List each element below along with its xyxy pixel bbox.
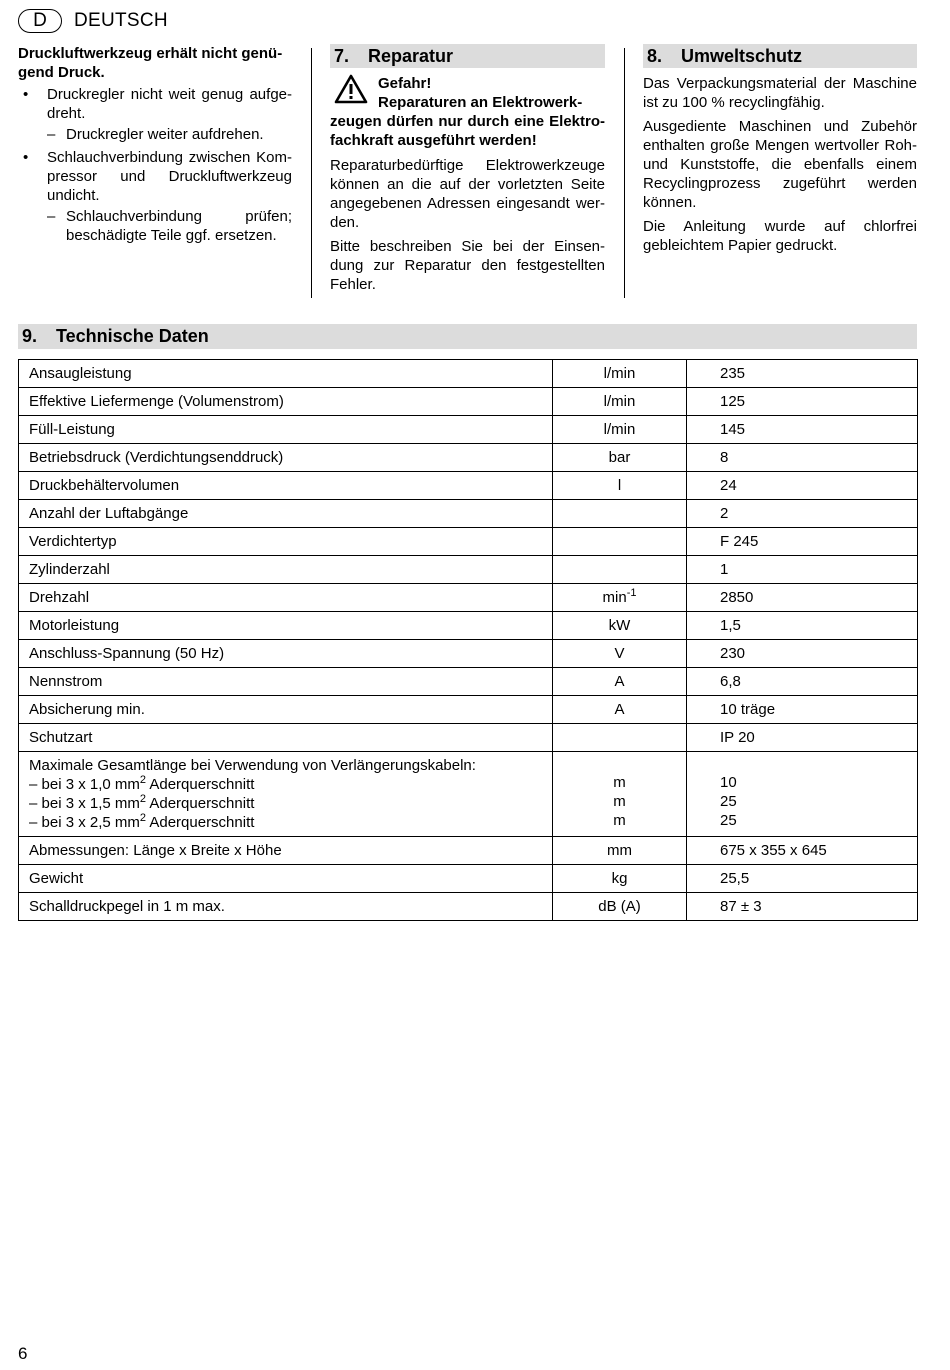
repair-heading-number: 7. [334, 45, 350, 66]
spec-value: 1 [687, 556, 918, 584]
cable-line-suffix: Aderquerschnitt [146, 776, 255, 793]
trouble-item [18, 85, 292, 144]
repair-paragraph-1: Reparaturbedürftige Elektrowerkzeuge können an die auf der vorletzten Seite angegebenen Adressen eingesandt wer-den. [330, 157, 605, 231]
trouble-item [18, 148, 292, 245]
spec-unit: V [553, 640, 687, 668]
table-row [19, 724, 918, 752]
trouble-title-line-2: gend Druck. [18, 64, 105, 81]
spec-name: Verdichtertyp [19, 528, 553, 556]
table-row [19, 668, 918, 696]
cable-line [29, 775, 552, 794]
cable-spec-units [553, 752, 687, 837]
language-header [18, 8, 168, 34]
repair-warning [330, 74, 605, 150]
cable-line-prefix: – bei 3 x 2,5 mm [29, 814, 140, 831]
cable-line-suffix: Aderquerschnitt [146, 814, 255, 831]
trouble-cause: Schlauchverbindung zwischen Kom-pressor und Druckluftwerkzeug undicht. [47, 149, 292, 204]
environment-paragraph-2: Ausgediente Maschinen und Zubehör enthalten große Mengen wertvoller Roh- und Kunststoffe, die ebenfalls einem Recyclingprozess zugeführt werden können. [643, 118, 917, 211]
spec-value: 24 [687, 472, 918, 500]
trouble-remedy-text: Schlauchverbindung prüfen; beschädigte Teile ggf. ersetzen. [66, 208, 292, 244]
spec-name: Zylinderzahl [19, 556, 553, 584]
environment-paragraph-3: Die Anleitung wurde auf chlorfrei gebleichtem Papier gedruckt. [643, 218, 917, 254]
environment-heading [643, 44, 917, 68]
spec-value: 1,5 [687, 612, 918, 640]
table-row [19, 472, 918, 500]
spec-value: 235 [687, 360, 918, 388]
spec-unit: mm [553, 837, 687, 865]
spec-unit: bar [553, 444, 687, 472]
spec-unit: dB (A) [553, 893, 687, 921]
trouble-remedy-text: Druckregler weiter aufdrehen. [66, 126, 264, 143]
spec-name: Effektive Liefermenge (Volumenstrom) [19, 388, 553, 416]
spec-value: 25 [720, 793, 737, 810]
spec-unit [553, 528, 687, 556]
cable-line-suffix: Aderquerschnitt [146, 795, 255, 812]
spec-unit [553, 500, 687, 528]
spec-unit: kW [553, 612, 687, 640]
spec-unit [553, 724, 687, 752]
repair-paragraph-2: Bitte beschreiben Sie bei der Einsen-dung zur Reparatur den festgestellten Fehler. [330, 238, 605, 293]
spec-unit: m [613, 812, 626, 829]
spec-name: Nennstrom [19, 668, 553, 696]
cable-line-exponent: 2 [139, 793, 147, 805]
table-row [19, 696, 918, 724]
trouble-title-line-1: Druckluftwerkzeug erhält nicht genü- [18, 45, 283, 62]
spec-name: Schalldruckpegel in 1 m max. [19, 893, 553, 921]
column-divider [311, 48, 312, 298]
spec-value: 6,8 [687, 668, 918, 696]
spec-value: 125 [687, 388, 918, 416]
table-row [19, 584, 918, 612]
spec-value: IP 20 [687, 724, 918, 752]
table-row [19, 640, 918, 668]
tech-heading-title: Technische Daten [56, 326, 209, 346]
cable-line-exponent: 2 [139, 774, 147, 786]
tech-data-table [18, 359, 918, 921]
spec-name: Druckbehältervolumen [19, 472, 553, 500]
cable-line-prefix: – bei 3 x 1,0 mm [29, 776, 140, 793]
spec-unit: l/min [553, 388, 687, 416]
dash-icon: – [47, 208, 56, 225]
environment-heading-number: 8. [647, 45, 663, 66]
spec-unit: A [553, 696, 687, 724]
spec-name: Abmessungen: Länge x Breite x Höhe [19, 837, 553, 865]
warning-title: Gefahr! [378, 75, 432, 92]
environment-heading-title: Umweltschutz [681, 45, 803, 66]
table-row [19, 416, 918, 444]
environment-paragraph-1: Das Verpackungsmaterial der Maschine ist zu 100 % recyclingfähig. [643, 75, 917, 111]
spec-name: Gewicht [19, 865, 553, 893]
spec-value: 10 träge [687, 696, 918, 724]
spec-value: 145 [687, 416, 918, 444]
trouble-list [18, 85, 292, 245]
cable-spec-values [687, 752, 918, 837]
spec-name: Anzahl der Luftabgänge [19, 500, 553, 528]
cable-line [29, 813, 552, 832]
language-name: DEUTSCH [74, 10, 168, 31]
trouble-remedy [47, 125, 292, 144]
cable-line-prefix: – bei 3 x 1,5 mm [29, 795, 140, 812]
trouble-cause: Druckregler nicht weit genug aufge-dreht. [47, 86, 292, 122]
spec-name: Füll-Leistung [19, 416, 553, 444]
spec-unit: m [613, 774, 626, 791]
spec-value: 25,5 [687, 865, 918, 893]
spec-value: 675 x 355 x 645 [687, 837, 918, 865]
trouble-remedy [47, 207, 292, 245]
warning-text-b: zeugen dürfen nur durch eine Elektro-fachkraft ausgeführt werden! [330, 113, 605, 149]
spec-name: Betriebsdruck (Verdichtungsenddruck) [19, 444, 553, 472]
spec-unit [553, 584, 687, 612]
dash-icon: – [47, 126, 56, 143]
environment-section [643, 44, 917, 260]
tech-data-heading [18, 324, 917, 349]
spec-value: 25 [720, 812, 737, 829]
spec-name: Drehzahl [19, 584, 553, 612]
repair-heading [330, 44, 605, 68]
repair-section [330, 44, 605, 299]
warning-text-a: Reparaturen an Elektrowerk- [378, 94, 583, 111]
spec-name: Schutzart [19, 724, 553, 752]
spec-value: 10 [720, 774, 737, 791]
spec-value: F 245 [687, 528, 918, 556]
table-row [19, 612, 918, 640]
cable-spec-names [19, 752, 553, 837]
spec-value: 2 [687, 500, 918, 528]
table-row [19, 865, 918, 893]
spec-unit [553, 556, 687, 584]
warning-triangle-icon [334, 74, 368, 109]
spec-unit: l [553, 472, 687, 500]
spec-unit: A [553, 668, 687, 696]
table-row [19, 556, 918, 584]
table-row [19, 837, 918, 865]
repair-heading-title: Reparatur [368, 45, 454, 66]
spec-name: Anschluss-Spannung (50 Hz) [19, 640, 553, 668]
spec-name: Absicherung min. [19, 696, 553, 724]
spec-value: 87 ± 3 [687, 893, 918, 921]
trouble-title [18, 44, 292, 82]
spec-value: 8 [687, 444, 918, 472]
table-row [19, 388, 918, 416]
language-code-badge: D [18, 9, 62, 33]
spec-name: Motorleistung [19, 612, 553, 640]
cable-line [29, 794, 552, 813]
spec-unit: l/min [553, 360, 687, 388]
bullet-icon: • [23, 86, 29, 103]
spec-unit: m [613, 793, 626, 810]
bullet-icon: • [23, 149, 29, 166]
troubleshooting-column [18, 44, 292, 249]
table-row [19, 444, 918, 472]
table-row [19, 893, 918, 921]
tech-heading-number: 9. [22, 326, 38, 346]
spec-value: 2850 [687, 584, 918, 612]
spec-value: 230 [687, 640, 918, 668]
spec-unit: kg [553, 865, 687, 893]
page-number: 6 [18, 1344, 28, 1363]
spec-unit-base: min [602, 589, 627, 606]
cable-line-exponent: 2 [139, 812, 147, 824]
table-row [19, 528, 918, 556]
cable-spec-title: Maximale Gesamtlänge bei Verwendung von Verlängerungskabeln: [29, 757, 476, 774]
table-row-cable-length [19, 752, 918, 837]
spec-unit: l/min [553, 416, 687, 444]
table-row [19, 500, 918, 528]
table-row [19, 360, 918, 388]
column-divider [624, 48, 625, 298]
spec-unit-exponent: -1 [626, 587, 637, 599]
spec-name: Ansaugleistung [19, 360, 553, 388]
